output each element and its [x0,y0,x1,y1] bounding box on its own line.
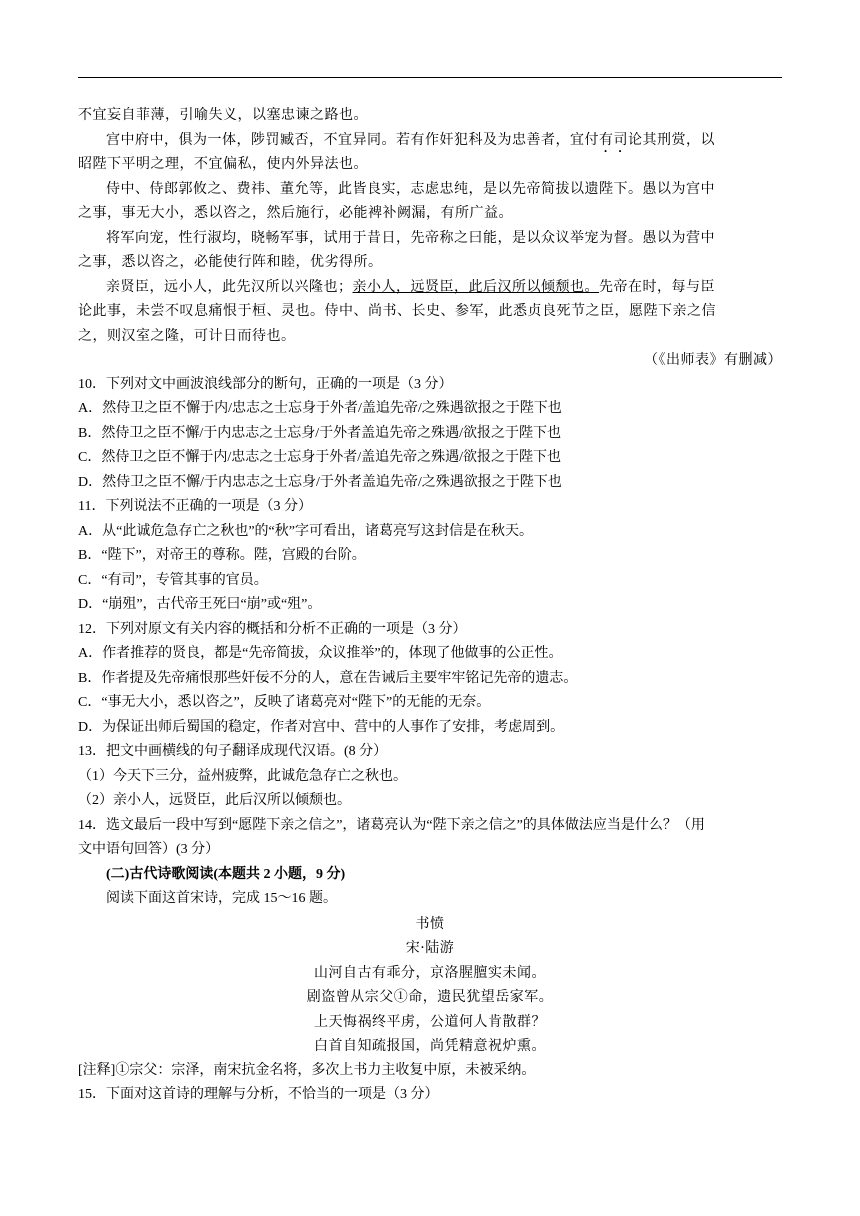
option-12-c: C．“事无大小，悉以咨之”，反映了诸葛亮对“陛下”的无能的无奈。 [78,695,491,710]
poem-line: 上天悔祸终平虏，公道何人肯散群？ [314,1013,546,1030]
passage-line: 之事，事无大小，悉以咨之，然后施行，必能裨补阙漏，有所广益。 [78,205,513,221]
question-14: 14．选文最后一段中写到“愿陛下亲之信之”，诸葛亮认为“陛下亲之信之”的具体做法应当是什么？（用 [78,817,705,833]
question-14-continued: 文中语句回答）(3 分） [78,842,220,857]
poem-note: [注释]①宗父：宗泽，南宋抗金名将，多次上书力主收复中原，未被采纳。 [78,1062,536,1078]
question-13-part-2: （2）亲小人，远贤臣，此后汉所以倾颓也。 [78,793,351,808]
poetry-intro: 阅读下面这首宋诗，完成 15～16 题。 [106,891,337,906]
question-13-part-1: （1）今天下三分，益州疲弊，此诚危急存亡之秋也。 [78,768,407,784]
header-rule [78,77,782,78]
passage-line: 昭陛下平明之理，不宜偏私，使内外异法也。 [78,156,368,172]
option-11-d: D．“崩殂”，古代帝王死曰“崩”或“殂”。 [78,597,322,612]
emphasized-char: 司 [613,131,628,148]
option-11-c: C．“有司”，专管其事的官员。 [78,572,268,588]
poem-author: 宋·陆游 [405,940,455,956]
option-10-a: A．然侍卫之臣不懈于内/忠志之士忘身于外者/盖追先帝/之殊遇欲报之于陛下也 [78,401,562,416]
passage-source: （《出师表》有删减） [644,352,782,368]
underlined-sentence: 亲小人，远贤臣，此后汉所以倾颓也。 [352,278,599,295]
passage-line: 将军向宠，性行淑均，晓畅军事，试用于昔日，先帝称之曰能，是以众议举宠为督。愚以为营中 [106,229,715,246]
option-10-d: D．然侍卫之臣不懈/于内忠志之士忘身/于外者盖追先帝/之殊遇欲报之于陛下也 [78,474,562,490]
option-12-b: B．作者提及先帝痛恨那些奸佞不分的人，意在告诫后主要牢牢铭记先帝的遗志。 [78,670,578,686]
page-content [78,103,782,1108]
option-12-d: D．为保证出师后蜀国的稳定，作者对宫中、营中的人事作了安排，考虑周到。 [78,719,565,735]
question-15: 15．下面对这首诗的理解与分析，不恰当的一项是（3 分） [78,1087,439,1102]
option-11-a: A．从“此诚危急存亡之秋也”的“秋”字可看出，诸葛亮写这封信是在秋天。 [78,523,533,539]
passage-line: 亲贤臣，远小人，此先汉所以兴隆也；亲小人，远贤臣，此后汉所以倾颓也。先帝在时，每与臣 [106,278,715,295]
question-10: 10．下列对文中画波浪线部分的断句，正确的一项是（3 分） [78,376,453,392]
passage-line: 之事，悉以咨之，必能使行阵和睦，优劣得所。 [78,254,383,270]
section-heading: (二)古代诗歌阅读(本题共 2 小题，9 分) [106,866,346,882]
passage-line: 不宜妄自菲薄，引喻失义，以塞忠谏之路也。 [78,107,368,123]
option-10-c: C．然侍卫之臣不懈于内/忠志之士忘身于外者/盖追先帝之殊遇/欲报之于陛下也 [78,450,562,465]
question-13: 13．把文中画横线的句子翻译成现代汉语。(8 分） [78,744,388,759]
passage-line: 侍中、侍郎郭攸之、费祎、董允等，此皆良实，志虑忠纯，是以先帝简拔以遗陛下。愚以为宫中 [106,180,715,197]
passage-line: 论此事，未尝不叹息痛恨于桓、灵也。侍中、尚书、长史、参军，此悉贞良死节之臣，愿陛下亲之信 [78,303,716,319]
question-11: 11．下列说法不正确的一项是（3 分） [78,499,312,514]
passage-line: 宫中府中，俱为一体，陟罚臧否，不宜异同。若有作奸犯科及为忠善者，宜付有司论其刑赏，以 [106,131,715,148]
question-12: 12．下列对原文有关内容的概括和分析不正确的一项是（3 分） [78,621,467,637]
option-10-b: B．然侍卫之臣不懈/于内忠志之士忘身/于外者盖追先帝之殊遇/欲报之于陛下也 [78,425,562,441]
passage-line: 之，则汉室之隆，可计日而待也。 [78,327,296,344]
emphasized-char: 有 [599,131,614,148]
option-12-a: A．作者推荐的贤良，都是“先帝简拔，众议推举”的，体现了他做事的公正性。 [78,646,563,661]
poem-line: 剧盗曾从宗父①命，遗民犹望岳家军。 [306,989,554,1005]
poem-line: 山河自古有乖分，京洛腥膻实未闻。 [314,964,546,981]
poem-title: 书愤 [415,915,445,932]
poem-line: 白首自知疏报国，尚凭精意祝炉熏。 [314,1038,546,1054]
option-11-b: B．“陛下”，对帝王的尊称。陛，宫殿的台阶。 [78,548,366,563]
